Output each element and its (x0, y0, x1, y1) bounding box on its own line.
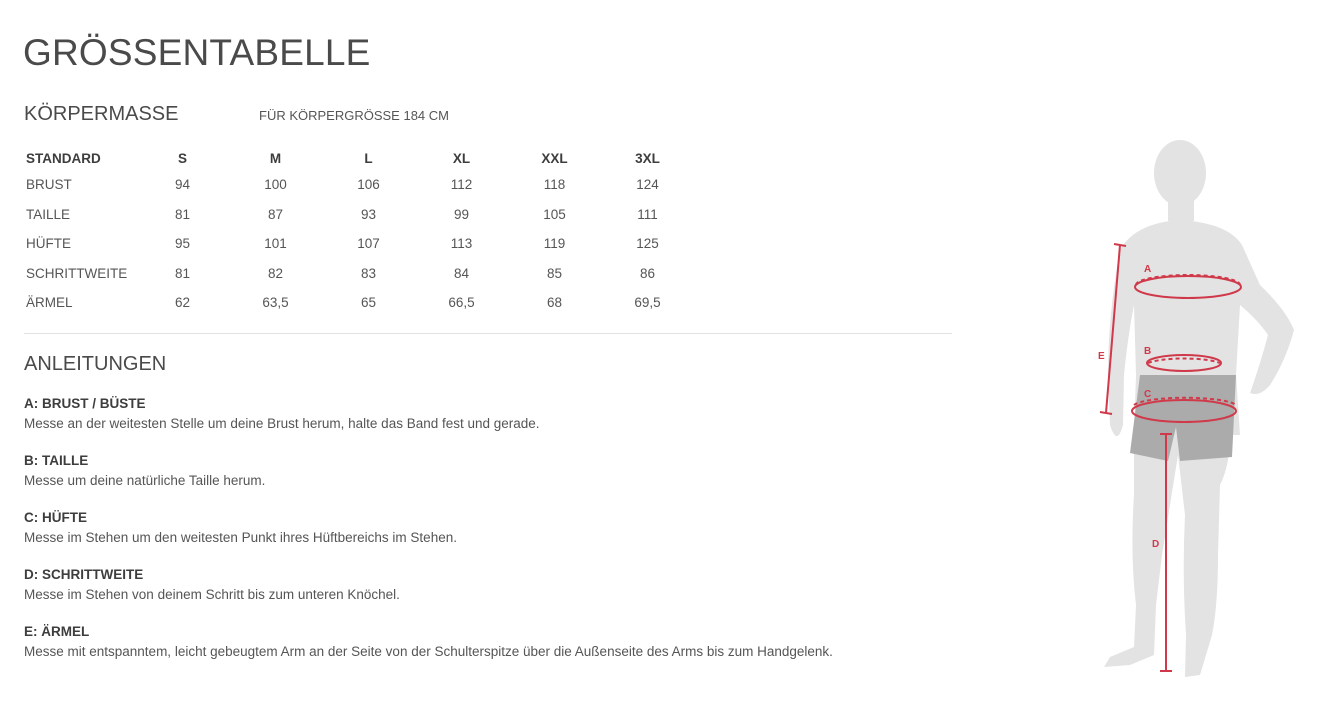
table-cell: 124 (636, 177, 659, 193)
table-cell: 69,5 (634, 295, 661, 311)
table-cell: 99 (453, 206, 470, 222)
table-cell: 111 (637, 206, 658, 222)
instruction-title: B: TAILLE (24, 453, 89, 468)
body-height-note: FÜR KÖRPERGRÖSSE 184 CM (259, 108, 449, 123)
instruction-text: Messe im Stehen um den weitesten Punkt ihres Hüftbereichs im Stehen. (24, 530, 457, 545)
instruction-taille (24, 451, 265, 491)
table-row-schrittweite (24, 259, 694, 289)
instruction-huefte (24, 508, 457, 548)
table-cell: 100 (264, 177, 287, 193)
table-row-huefte (24, 229, 694, 259)
body-measurement-figure (1090, 135, 1310, 695)
instruction-title: C: HÜFTE (24, 510, 87, 525)
table-cell: 118 (543, 177, 566, 193)
table-row-brust (24, 170, 694, 200)
row-label: HÜFTE (26, 236, 71, 252)
instructions-heading: ANLEITUNGEN (24, 353, 167, 375)
table-cell: 95 (174, 236, 191, 252)
table-cell: 84 (453, 265, 470, 281)
table-cell: 63,5 (262, 295, 289, 311)
instruction-aermel (24, 622, 833, 662)
size-table (24, 146, 694, 318)
table-cell: 106 (357, 177, 380, 193)
table-cell: 113 (450, 236, 473, 252)
label-b: B (1144, 346, 1152, 357)
instruction-text: Messe an der weitesten Stelle um deine Brust herum, halte das Band fest und gerade. (24, 416, 540, 431)
table-cell: 85 (546, 265, 563, 281)
table-header-row (24, 146, 694, 170)
table-cell: 81 (174, 206, 191, 222)
table-cell: 82 (267, 265, 284, 281)
instruction-schrittweite (24, 565, 400, 605)
header-size-xxl: XXL (541, 150, 568, 166)
row-label: BRUST (26, 177, 72, 193)
table-cell: 62 (174, 295, 191, 311)
header-size-l: L (364, 150, 373, 166)
table-cell: 81 (174, 265, 191, 281)
instruction-title: A: BRUST / BÜSTE (24, 396, 146, 411)
table-cell: 93 (360, 206, 377, 222)
label-a: A (1144, 264, 1152, 275)
row-label: ÄRMEL (26, 295, 73, 311)
table-cell: 112 (450, 177, 473, 193)
header-size-3xl: 3XL (635, 150, 660, 166)
row-label: SCHRITTWEITE (26, 265, 128, 281)
label-c: C (1144, 389, 1152, 400)
instruction-title: D: SCHRITTWEITE (24, 567, 144, 582)
header-size-m: M (269, 150, 282, 166)
header-size-s: S (177, 150, 187, 166)
body-measures-heading: KÖRPERMASSE (24, 103, 179, 125)
table-cell: 105 (543, 206, 566, 222)
instruction-title: E: ÄRMEL (24, 624, 90, 639)
row-label: TAILLE (26, 206, 71, 222)
table-cell: 94 (174, 177, 191, 193)
page-title: GRÖSSENTABELLE (23, 32, 371, 73)
table-cell: 119 (543, 236, 566, 252)
table-cell: 86 (639, 265, 656, 281)
table-row-aermel (24, 288, 694, 318)
table-cell: 87 (267, 206, 284, 222)
instruction-text: Messe im Stehen von deinem Schritt bis zum unteren Knöchel. (24, 587, 400, 602)
table-cell: 107 (357, 236, 380, 252)
table-cell: 101 (264, 236, 287, 252)
table-row-taille (24, 200, 694, 230)
section-divider (24, 333, 952, 334)
table-cell: 66,5 (448, 295, 475, 311)
label-d: D (1152, 539, 1160, 550)
table-cell: 125 (636, 236, 659, 252)
table-cell: 68 (546, 295, 563, 311)
instruction-text: Messe mit entspanntem, leicht gebeugtem Arm an der Seite von der Schulterspitze über die Außenseite des Arms bis zum Handgelenk. (24, 644, 833, 659)
header-size-xl: XL (452, 150, 471, 166)
table-cell: 65 (360, 295, 377, 311)
instruction-brust (24, 394, 540, 434)
label-e: E (1098, 351, 1105, 362)
instruction-text: Messe um deine natürliche Taille herum. (24, 473, 266, 488)
header-standard: STANDARD (26, 150, 101, 166)
table-cell: 83 (360, 265, 377, 281)
